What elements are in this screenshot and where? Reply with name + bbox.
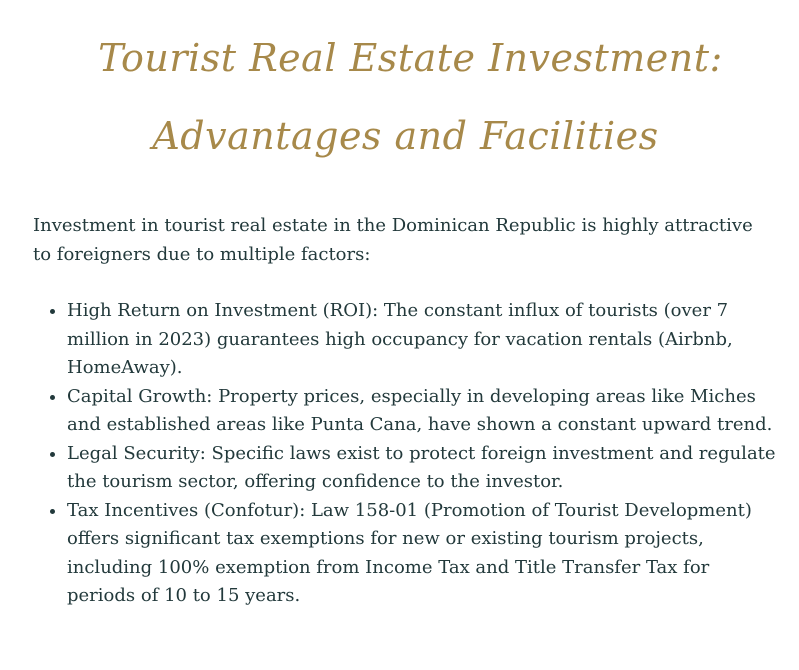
intro-paragraph: Investment in tourist real estate in the Dominican Republic is highly attractive to foreigners due to multiple factors: [33, 215, 753, 265]
list-item-tax-incentives: • Tax Incentives (Confotur): Law 158-01 (Promotion of Tourist Development) offers significant tax exemptions for new or existing tourism projects, including 100% exemption from Income Tax and Title Transfer Tax for periods of 10 to 15 years. [67, 497, 779, 611]
document-body [33, 212, 776, 611]
document-title [0, 27, 799, 167]
list-item-capital-growth: • Capital Growth: Property prices, especially in developing areas like Miches and established areas like Punta Cana, have shown a constant upward trend. [67, 383, 779, 440]
list-item-legal-security: • Legal Security: Specific laws exist to protect foreign investment and regulate the tourism sector, offering confidence to the investor. [67, 440, 779, 497]
list-item-roi: • High Return on Investment (ROI): The constant influx of tourists (over 7 million in 2023) guarantees high occupancy for vacation rentals (Airbnb, HomeAway). [67, 297, 779, 383]
title-line-1: Tourist Real Estate Investment: [98, 36, 723, 81]
factors-list [33, 297, 776, 611]
title-line-2: Advantages and Facilities [152, 114, 659, 159]
